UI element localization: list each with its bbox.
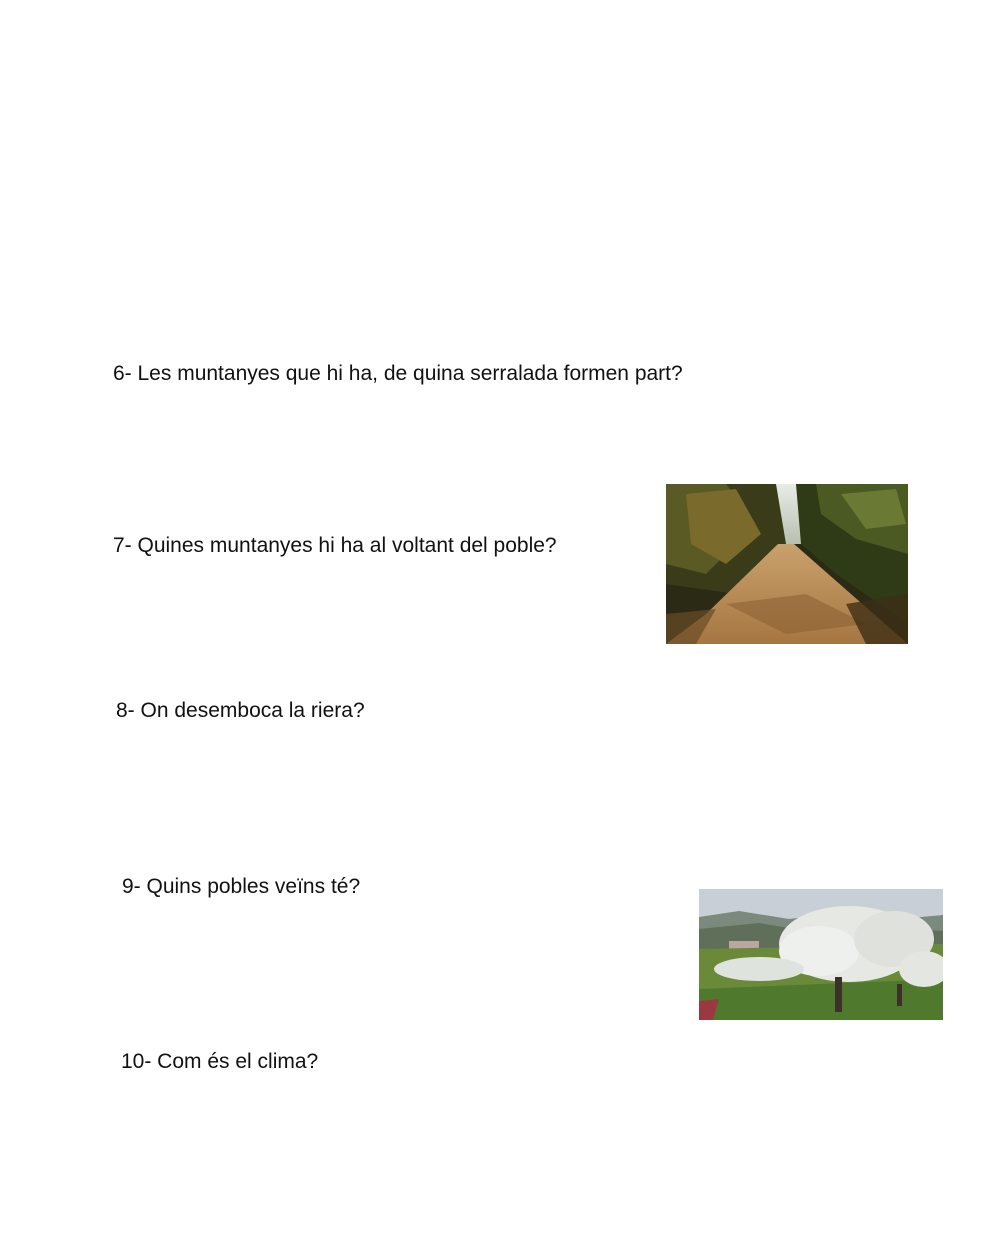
question-7: 7- Quines muntanyes hi ha al voltant del poble? <box>113 534 557 557</box>
question-6: 6- Les muntanyes que hi ha, de quina serralada formen part? <box>113 362 683 385</box>
question-8: 8- On desemboca la riera? <box>116 699 365 722</box>
blossom-orchard-photo <box>699 889 943 1020</box>
question-9: 9- Quins pobles veïns té? <box>122 875 361 898</box>
blossom-orchard-illustration <box>699 889 943 1020</box>
forest-path-illustration <box>666 484 908 644</box>
question-10: 10- Com és el clima? <box>121 1050 319 1073</box>
forest-path-photo <box>666 484 908 644</box>
